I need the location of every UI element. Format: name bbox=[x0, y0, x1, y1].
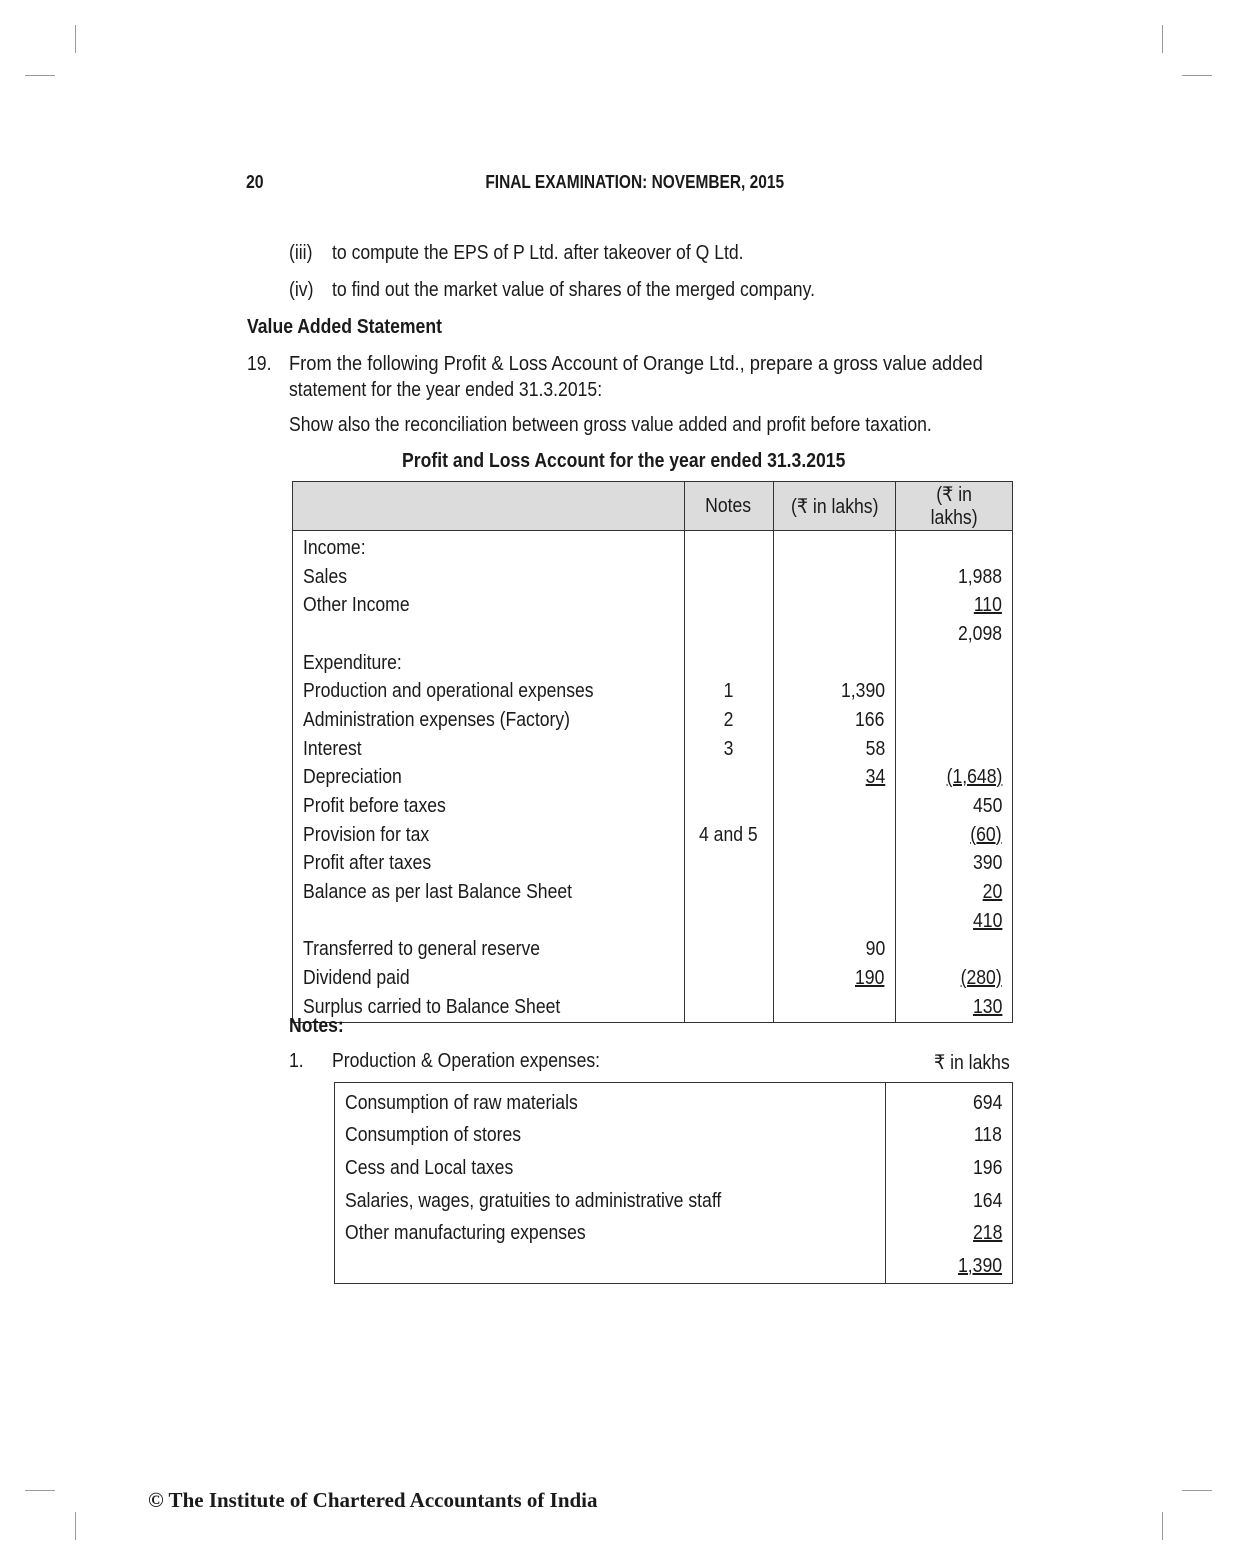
row-value: 196 bbox=[972, 1156, 1002, 1179]
row-desc: Administration expenses (Factory) bbox=[303, 708, 571, 731]
row-desc: Sales bbox=[303, 565, 348, 588]
list-item-text: to find out the market value of shares of the merged company. bbox=[332, 279, 815, 301]
row-desc: Profit before taxes bbox=[303, 795, 446, 818]
row-desc: Depreciation bbox=[303, 766, 402, 789]
crop-mark bbox=[1162, 25, 1163, 53]
notes-heading: Notes: bbox=[289, 1015, 344, 1037]
crop-mark bbox=[25, 1490, 55, 1491]
row-value: 166 bbox=[855, 708, 885, 731]
question-line-1: From the following Profit & Loss Account of Orange Ltd., prepare a gross value added bbox=[289, 353, 983, 375]
list-item-marker: (iv) bbox=[289, 279, 314, 301]
note-title: Production & Operation expenses: bbox=[332, 1050, 601, 1072]
row-value: 1,988 bbox=[957, 565, 1002, 588]
row-desc: Consumption of raw materials bbox=[345, 1091, 578, 1114]
row-notes: 4 and 5 bbox=[699, 823, 758, 846]
crop-mark bbox=[75, 1512, 76, 1540]
row-desc: Other Income bbox=[303, 594, 410, 617]
row-desc: Other manufacturing expenses bbox=[345, 1222, 586, 1245]
crop-mark bbox=[1182, 1490, 1212, 1491]
row-value: (280) bbox=[960, 967, 1002, 990]
crop-mark bbox=[75, 25, 76, 53]
table-row bbox=[335, 1185, 1013, 1218]
footer-copyright: © The Institute of Chartered Accountants of India bbox=[148, 1488, 598, 1512]
row-value: 20 bbox=[982, 881, 1002, 904]
running-header: FINAL EXAMINATION: NOVEMBER, 2015 bbox=[485, 172, 785, 192]
row-value: 58 bbox=[865, 737, 885, 760]
table-row bbox=[335, 1217, 1013, 1250]
row-desc: Production and operational expenses bbox=[303, 680, 594, 703]
crop-mark bbox=[25, 75, 55, 76]
row-desc: Balance as per last Balance Sheet bbox=[303, 881, 573, 904]
row-value: (1,648) bbox=[946, 766, 1002, 789]
row-value: 118 bbox=[973, 1124, 1002, 1147]
row-value: (60) bbox=[970, 823, 1002, 846]
table-row bbox=[293, 907, 1013, 936]
row-value: 190 bbox=[855, 967, 885, 990]
header-col-b: (₹ in lakhs) bbox=[895, 482, 1012, 531]
row-desc: Cess and Local taxes bbox=[345, 1156, 514, 1179]
table-row bbox=[293, 964, 1013, 993]
table-row bbox=[293, 591, 1013, 620]
row-value: 1,390 bbox=[840, 680, 885, 703]
row-value: 390 bbox=[972, 852, 1002, 875]
row-value: 110 bbox=[973, 594, 1002, 617]
table-row bbox=[293, 993, 1013, 1022]
table-row bbox=[335, 1083, 1013, 1120]
row-notes: 1 bbox=[723, 680, 734, 703]
table-row bbox=[293, 850, 1013, 879]
pl-table bbox=[292, 481, 1013, 1023]
question-number: 19. bbox=[247, 353, 272, 375]
row-desc: Consumption of stores bbox=[345, 1124, 522, 1147]
table-row bbox=[293, 936, 1013, 965]
crop-mark bbox=[1162, 1512, 1163, 1540]
row-value: 450 bbox=[972, 795, 1002, 818]
table-row bbox=[335, 1120, 1013, 1153]
row-desc: Interest bbox=[303, 737, 362, 760]
question-instruction: Show also the reconciliation between gross value added and profit before taxation. bbox=[289, 414, 932, 436]
header-desc bbox=[293, 482, 685, 531]
table-row bbox=[293, 764, 1013, 793]
table-row bbox=[293, 620, 1013, 649]
table-row bbox=[293, 821, 1013, 850]
table-row bbox=[335, 1250, 1013, 1283]
row-value: 2,098 bbox=[957, 622, 1002, 645]
row-desc: Transferred to general reserve bbox=[303, 938, 541, 961]
row-desc: Provision for tax bbox=[303, 823, 430, 846]
row-value: 410 bbox=[972, 909, 1002, 932]
table-row bbox=[293, 649, 1013, 678]
table-row bbox=[293, 531, 1013, 563]
table-row bbox=[293, 563, 1013, 592]
row-desc: Salaries, wages, gratuities to administrative staff bbox=[345, 1189, 722, 1212]
row-value: 1,390 bbox=[957, 1254, 1002, 1277]
row-notes: 3 bbox=[723, 737, 734, 760]
row-value: 90 bbox=[865, 938, 885, 961]
table-row bbox=[293, 792, 1013, 821]
row-value: 164 bbox=[972, 1189, 1002, 1212]
note-unit: ₹ in lakhs bbox=[934, 1052, 1010, 1074]
crop-mark bbox=[1182, 75, 1212, 76]
list-item-marker: (iii) bbox=[289, 242, 313, 264]
row-value: 130 bbox=[972, 995, 1002, 1018]
row-desc: Surplus carried to Balance Sheet bbox=[303, 995, 561, 1018]
row-desc: Income: bbox=[303, 536, 366, 559]
row-notes: 2 bbox=[723, 708, 734, 731]
header-col-a: (₹ in lakhs) bbox=[773, 482, 895, 531]
table-row bbox=[293, 878, 1013, 907]
page-number: 20 bbox=[246, 172, 264, 192]
header-notes: Notes bbox=[684, 482, 773, 531]
table-header-row bbox=[293, 482, 1013, 531]
table-row bbox=[293, 706, 1013, 735]
row-desc: Dividend paid bbox=[303, 967, 410, 990]
note1-table bbox=[334, 1082, 1013, 1284]
table-row bbox=[335, 1152, 1013, 1185]
row-value: 34 bbox=[865, 766, 885, 789]
list-item-text: to compute the EPS of P Ltd. after takeover of Q Ltd. bbox=[332, 242, 744, 264]
question-line-2: statement for the year ended 31.3.2015: bbox=[289, 379, 603, 401]
pl-table-title: Profit and Loss Account for the year ended 31.3.2015 bbox=[402, 450, 846, 472]
table-row bbox=[293, 735, 1013, 764]
table-row bbox=[293, 677, 1013, 706]
row-desc: Expenditure: bbox=[303, 651, 402, 674]
row-value: 218 bbox=[972, 1222, 1002, 1245]
note-number: 1. bbox=[289, 1050, 304, 1072]
section-heading: Value Added Statement bbox=[247, 316, 442, 338]
row-desc: Profit after taxes bbox=[303, 852, 432, 875]
row-value: 694 bbox=[972, 1091, 1002, 1114]
